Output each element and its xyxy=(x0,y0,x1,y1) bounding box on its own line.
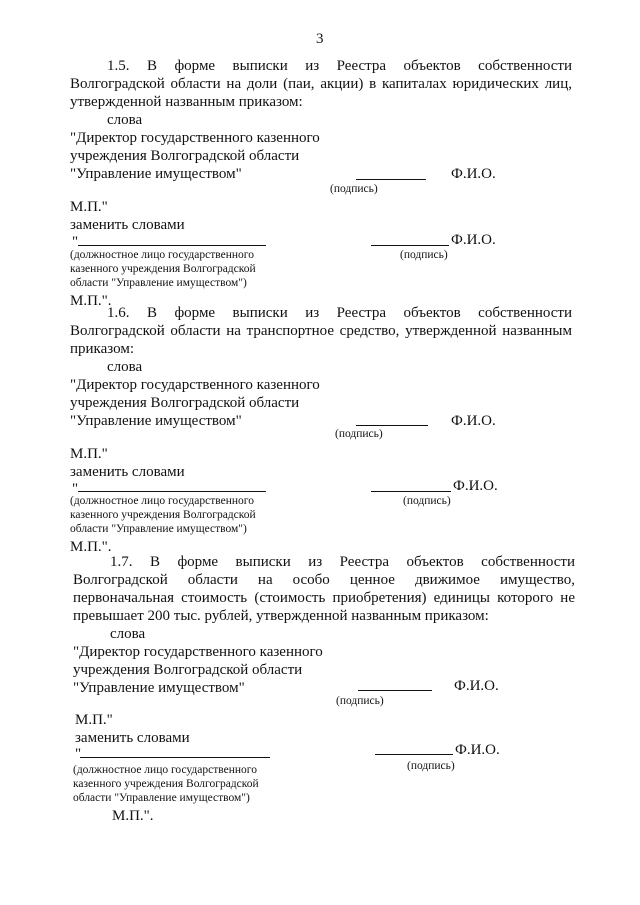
old-text-line: учреждения Волгоградской области xyxy=(70,395,300,411)
open-quote: " xyxy=(72,481,79,497)
old-text-line: "Управление имуществом" xyxy=(73,680,245,696)
fio-label: Ф.И.О. xyxy=(451,413,496,429)
paragraph-line: Волгоградской области на особо ценное движимое имущество, xyxy=(73,572,575,588)
words-label: слова xyxy=(107,112,143,128)
signature-caption: (подпись) xyxy=(407,760,455,772)
signature-line xyxy=(358,690,432,691)
old-text-line: "Директор государственного казенного xyxy=(73,644,323,660)
signature-line xyxy=(375,754,453,755)
stamp-old: М.П." xyxy=(75,712,113,728)
stamp-new: М.П.". xyxy=(70,293,112,309)
paragraph-line: 1.5. В форме выписки из Реестра объектов собственности xyxy=(107,58,572,74)
signature-line xyxy=(371,491,451,492)
signature-line xyxy=(371,245,449,246)
signature-caption: (подпись) xyxy=(335,428,383,440)
replace-label: заменить словами xyxy=(70,464,185,480)
position-line xyxy=(80,757,270,758)
position-caption: области "Управление имуществом") xyxy=(70,523,247,535)
position-caption: области "Управление имуществом") xyxy=(73,792,250,804)
stamp-old: М.П." xyxy=(70,446,108,462)
fio-label: Ф.И.О. xyxy=(455,742,500,758)
paragraph-line: Волгоградской области на транспортное средство, утвержденной названным xyxy=(70,323,572,339)
paragraph-line: превышает 200 тыс. рублей, утвержденной названным приказом: xyxy=(73,608,489,624)
signature-caption: (подпись) xyxy=(403,495,451,507)
paragraph-line: 1.7. В форме выписки из Реестра объектов собственности xyxy=(110,554,575,570)
replace-label: заменить словами xyxy=(75,730,190,746)
words-label: слова xyxy=(107,359,143,375)
position-line xyxy=(78,491,266,492)
old-text-line: "Директор государственного казенного xyxy=(70,377,320,393)
signature-caption: (подпись) xyxy=(400,249,448,261)
fio-label: Ф.И.О. xyxy=(451,232,496,248)
signature-line xyxy=(356,179,426,180)
fio-label: Ф.И.О. xyxy=(453,478,498,494)
paragraph-line: Волгоградской области на доли (паи, акции) в капиталах юридических лиц, xyxy=(70,76,572,92)
paragraph-line: утвержденной названным приказом: xyxy=(70,94,303,110)
old-text-line: "Управление имуществом" xyxy=(70,166,242,182)
paragraph-line: первоначальная стоимость (стоимость приобретения) единицы которого не xyxy=(73,590,575,606)
position-caption: (должностное лицо государственного xyxy=(70,249,254,261)
replace-label: заменить словами xyxy=(70,217,185,233)
paragraph-line: 1.6. В форме выписки из Реестра объектов собственности xyxy=(107,305,572,321)
open-quote: " xyxy=(75,746,82,762)
position-caption: (должностное лицо государственного xyxy=(70,495,254,507)
open-quote: " xyxy=(72,234,79,250)
old-text-line: "Директор государственного казенного xyxy=(70,130,320,146)
stamp-new: М.П.". xyxy=(70,539,112,555)
stamp-old: М.П." xyxy=(70,199,108,215)
page-number: 3 xyxy=(316,31,324,47)
position-line xyxy=(78,245,266,246)
fio-label: Ф.И.О. xyxy=(454,678,499,694)
signature-caption: (подпись) xyxy=(330,183,378,195)
stamp-new: М.П.". xyxy=(112,808,154,824)
position-caption: казенного учреждения Волгоградской xyxy=(73,778,259,790)
position-caption: (должностное лицо государственного xyxy=(73,764,257,776)
position-caption: казенного учреждения Волгоградской xyxy=(70,509,256,521)
fio-label: Ф.И.О. xyxy=(451,166,496,182)
position-caption: казенного учреждения Волгоградской xyxy=(70,263,256,275)
paragraph-line: приказом: xyxy=(70,341,134,357)
position-caption: области "Управление имуществом") xyxy=(70,277,247,289)
signature-caption: (подпись) xyxy=(336,695,384,707)
signature-line xyxy=(356,425,428,426)
old-text-line: "Управление имуществом" xyxy=(70,413,242,429)
old-text-line: учреждения Волгоградской области xyxy=(73,662,303,678)
old-text-line: учреждения Волгоградской области xyxy=(70,148,300,164)
words-label: слова xyxy=(110,626,146,642)
